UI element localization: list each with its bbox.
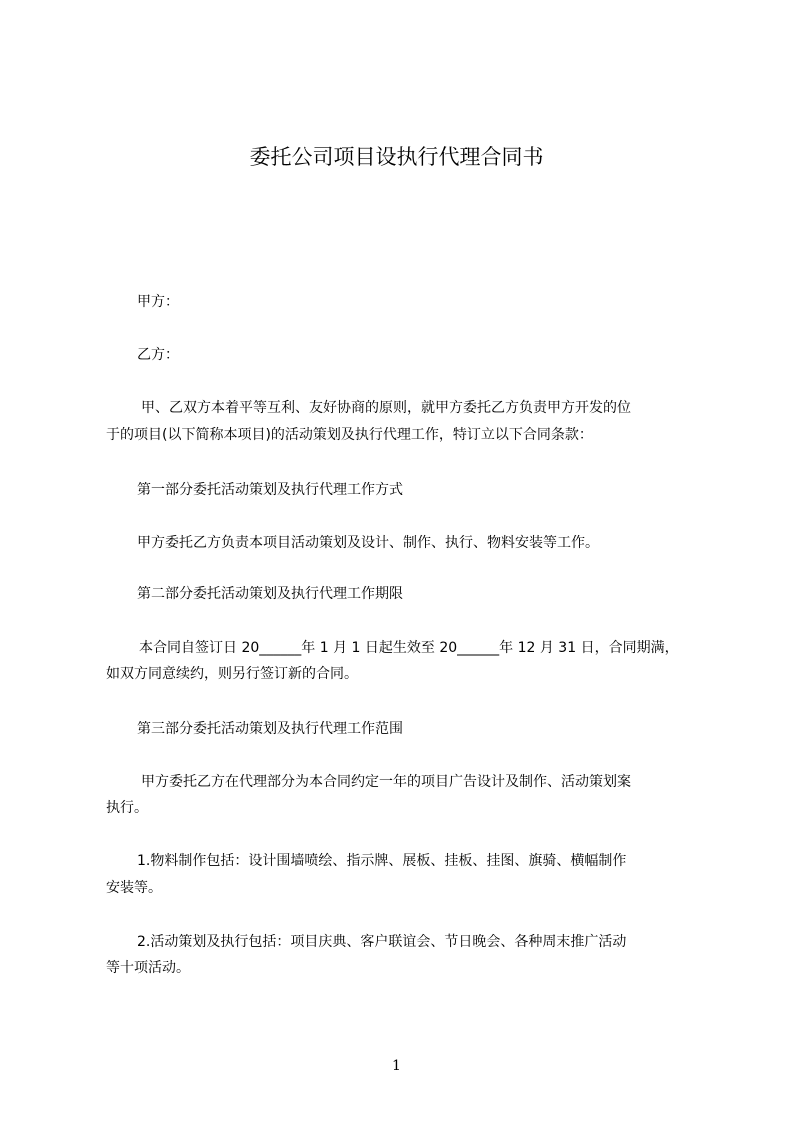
part3-body-line-2: 执行。 xyxy=(106,800,148,816)
item2-line-2: 等十项活动。 xyxy=(106,960,190,976)
intro-line-1: 甲、乙双方本着平等互利、友好协商的原则，就甲方委托乙方负责甲方开发的位 xyxy=(141,400,631,416)
part2-body-line-2: 如双方同意续约，则另行签订新的合同。 xyxy=(106,666,358,682)
part1-heading: 第一部分委托活动策划及执行代理工作方式 xyxy=(137,482,403,498)
item1-line-2: 安装等。 xyxy=(106,880,162,896)
part1-body: 甲方委托乙方负责本项目活动策划及设计、制作、执行、物料安装等工作。 xyxy=(137,535,599,551)
party-a-label: 甲方： xyxy=(137,294,179,310)
part2-body-line-1: 本合同自签订日 20______年 1 月 1 日起生效至 20______年 12 月 31 日，合同期满， xyxy=(139,640,679,656)
part2-heading: 第二部分委托活动策划及执行代理工作期限 xyxy=(137,586,403,602)
part3-heading: 第三部分委托活动策划及执行代理工作范围 xyxy=(137,721,403,737)
page-number: 1 xyxy=(392,1058,401,1074)
document-title: 委托公司项目设执行代理合同书 xyxy=(249,145,544,169)
intro-line-2: 于的项目(以下简称本项目)的活动策划及执行代理工作，特订立以下合同条款： xyxy=(106,427,593,443)
party-b-label: 乙方： xyxy=(137,347,179,363)
item1-line-1: 1.物料制作包括：设计围墙喷绘、指示牌、展板、挂板、挂图、旗骑、横幅制作 xyxy=(137,853,627,869)
part3-body-line-1: 甲方委托乙方在代理部分为本合同约定一年的项目广告设计及制作、活动策划案 xyxy=(141,774,631,790)
item2-line-1: 2.活动策划及执行包括：项目庆典、客户联谊会、节日晚会、各种周末推广活动 xyxy=(137,934,627,950)
